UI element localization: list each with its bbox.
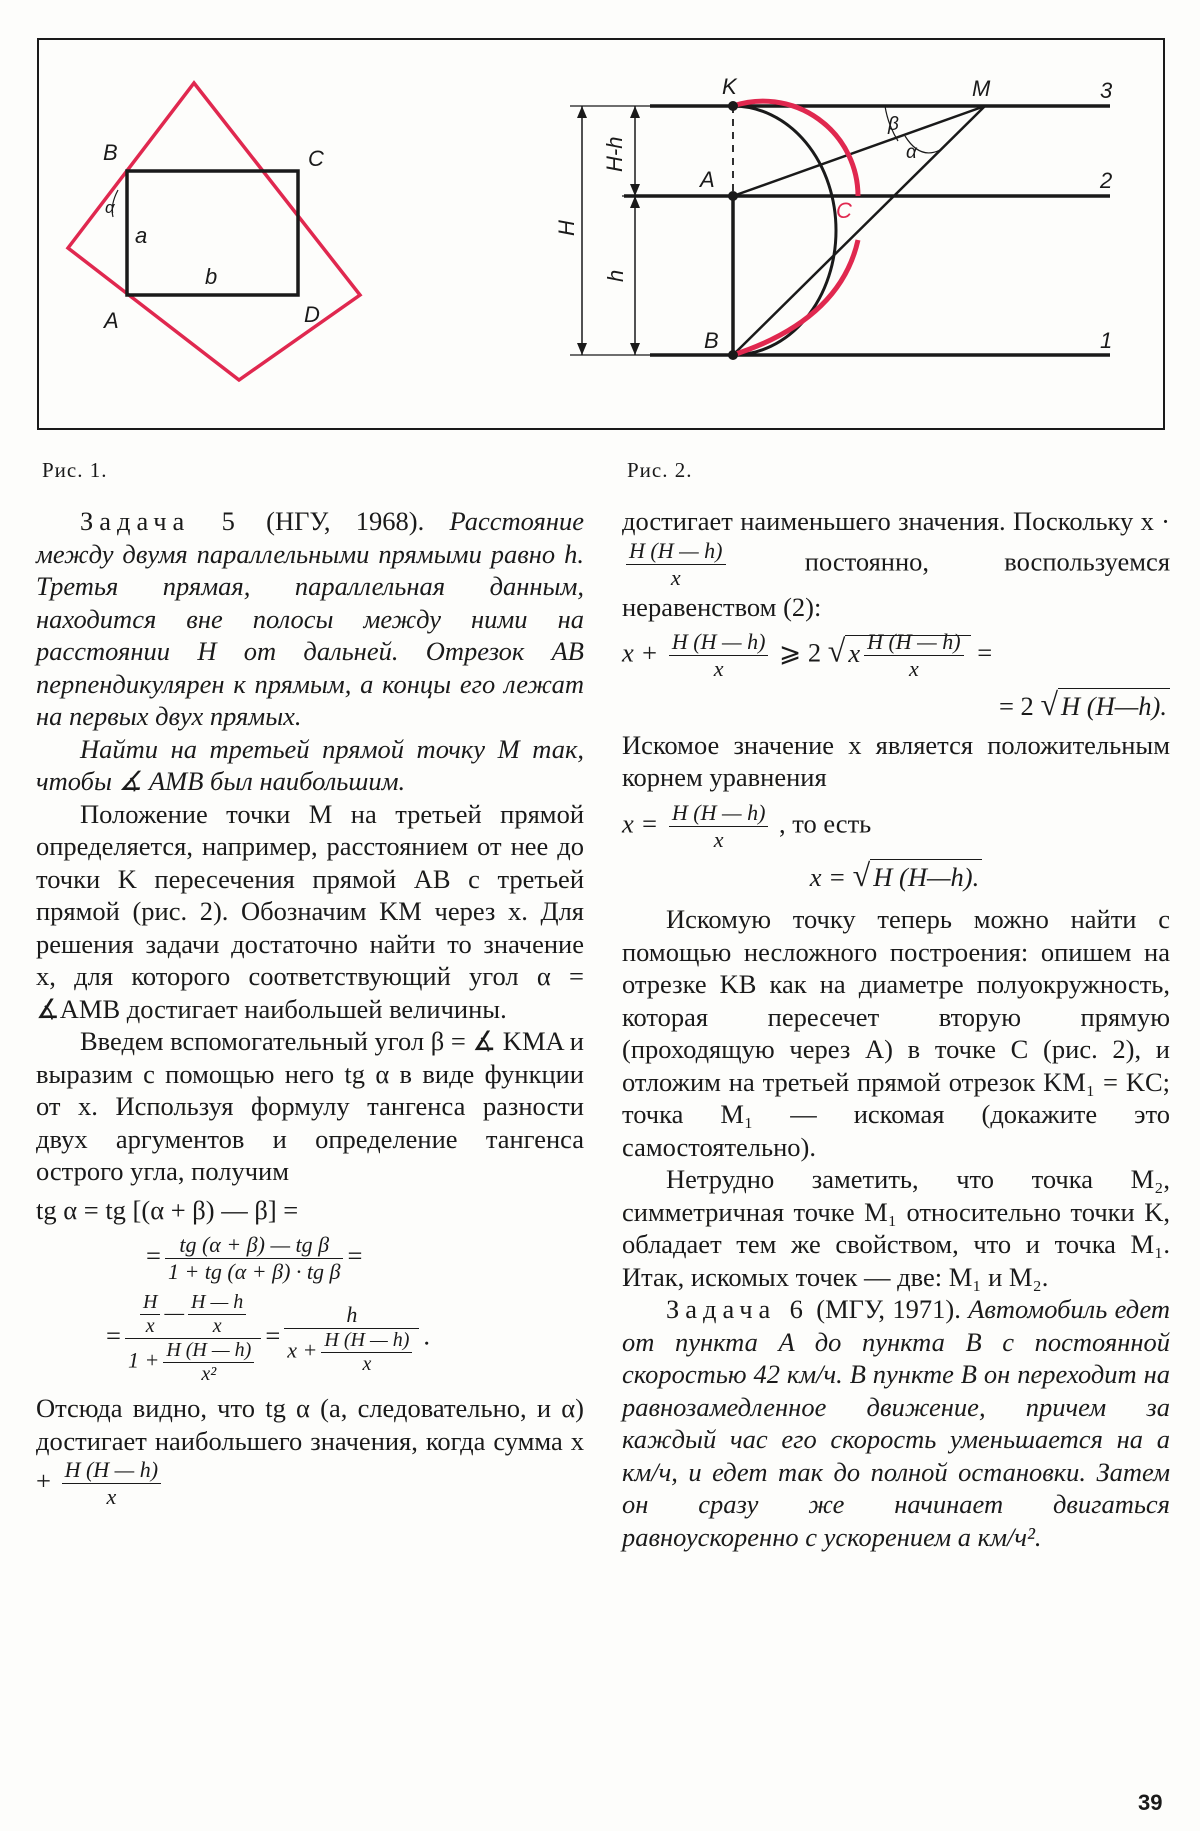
point-k — [728, 101, 738, 111]
fig2-label-b: B — [704, 328, 719, 353]
equation: x = $\frac{H (H — h)}{x}$ , то есть — [622, 799, 872, 852]
fig2-label-m: M — [972, 76, 991, 101]
angle-alpha: α — [906, 142, 917, 163]
inequality: x + $\frac{H (H — h)}{x}$ ⩾ 2 √ x $\frac{H (H — h)}{x}$ = — [622, 629, 993, 681]
task6-title: Задача 6 — [666, 1294, 809, 1324]
point-b — [728, 350, 738, 360]
fig1-label-c: C — [308, 146, 324, 171]
fig1-side-b: b — [205, 264, 218, 289]
figure-1 — [68, 83, 360, 380]
right-para-3: Искомую точку теперь можно найти с помощью несложного построения: опишем на отрезке KB как на диаметре полуокружность, которая пересечет вторую прямую (проходящую через A) в точке C (рис. 2), и отложим на третьей прямой отрезок KM₁ = KC; точка M₁ — искомая (докажите это самостоятельно). — [622, 904, 1170, 1162]
right-para-4: Нетрудно заметить, что точка M₂, симметричная точке M₁ относительно точки K, обладает тем же свойством, что и точка M₁. Итак, искомых точек — две: M₁ и M₂. — [622, 1164, 1170, 1292]
left-column — [36, 505, 584, 1510]
para-3: Отсюда видно, что tg α (a, следовательно, и α) достигает наибольшего значения, когда сумма x + $\frac{H (H — h)}{x}$ — [36, 1393, 584, 1509]
dim-h-total: H — [554, 220, 579, 236]
task6-source: (МГУ, 1971). — [816, 1294, 961, 1324]
right-para-1: достигает наименьшего значения. Поскольку x · $\frac{H (H — h)}{x}$ постоянно, воспользуемся неравенством (2): — [622, 506, 1171, 622]
semicircle-kb — [733, 106, 836, 355]
fig2-label-a: A — [700, 167, 715, 192]
point-a — [728, 191, 738, 201]
figure-2-caption: Рис. 2. — [627, 458, 693, 482]
angle-beta: β — [888, 114, 899, 135]
formula-line-1: tg α = tg [(α + β) — β] = — [36, 1194, 299, 1225]
formula-line-2: = $\frac{\text{tg (α + β) — tg β}}{\text{1 + tg (α + β) · tg β}}$ = — [146, 1232, 363, 1284]
task5-paragraph — [36, 505, 584, 733]
solution: x = √ H (H—h). — [622, 859, 1170, 894]
fig1-label-d: D — [304, 302, 320, 327]
figures-svg — [0, 0, 1200, 440]
segment-bm — [733, 106, 985, 355]
right-para-2: Искомое значение x является положительным корнем уравнения — [622, 729, 1170, 792]
line-2-label: 2 — [1100, 168, 1113, 193]
figure-2 — [554, 74, 1113, 360]
fig1-square — [68, 83, 360, 380]
fig1-label-b: B — [103, 140, 118, 165]
para-2: Введем вспомогательный угол β = ∡ KMA и выразим с помощью него tg α в виде функции от x. Используя формулу тангенса разности двух аргументов и определение тангенса острого угла, получим — [36, 1026, 584, 1186]
fig1-side-a: a — [135, 223, 148, 248]
task5-question: Найти на третьей прямой точку M так, чтобы ∡ AMB был наибольшим. — [36, 733, 584, 796]
task5-title: Задача 5 — [80, 506, 241, 536]
inequality-result: = 2 √ H (H—h). — [622, 688, 1170, 723]
formula-line-3: = $\frac{H}{x}$ — $\frac{H — h}{x}$ 1 + $\frac{H (H — h)}{\text{x²}}$ = h x + $\frac{H (H — h)}{x}$ . — [106, 1291, 431, 1385]
right-column — [622, 505, 1170, 1553]
page-number: 39 — [1138, 1790, 1163, 1815]
task6-paragraph — [622, 1293, 1170, 1553]
line-1-label: 1 — [1100, 328, 1113, 353]
figure-1-caption: Рис. 1. — [42, 458, 108, 482]
dim-h: h — [603, 269, 628, 282]
fig2-label-c: C — [836, 198, 852, 223]
para-1: Положение точки M на третьей прямой определяется, например, расстоянием от нее до точки K пересечения прямой AB с третьей прямой (рис. 2). Обозначим KM через x. Для решения задачи достаточно найти то значение x, для которого соответствующий угол α = ∡AMB достигает наибольшей величины. — [36, 798, 584, 1024]
task6-statement: Автомобиль едет от пункта A до пункта B с постоянной скоростью 42 км/ч. В пункте B он переходит на равнозамедленное движение, причем за каждый час его скорость уменьшается на a км/ч, и едет так до полной остановки. Затем он сразу же начинает двигаться равноускоренно с ускорением a км/ч². — [622, 1294, 1171, 1552]
fig1-label-a: A — [104, 308, 119, 333]
arc-kc — [733, 101, 858, 196]
fig2-label-k: K — [722, 74, 737, 99]
task5-source: (НГУ, 1968). — [266, 506, 425, 536]
fig1-alpha: α — [105, 198, 115, 217]
dim-h-minus-h: H-h — [602, 136, 627, 172]
line-3-label: 3 — [1100, 78, 1113, 103]
task5-statement: Расстояние между двумя параллельными прямыми равно h. Третья прямая, параллельная данным, находится вне полосы между ними на расстоянии H от дальней. Отрезок AB перпендикулярен к прямым, а концы его лежат на первых двух прямых. — [36, 506, 585, 731]
